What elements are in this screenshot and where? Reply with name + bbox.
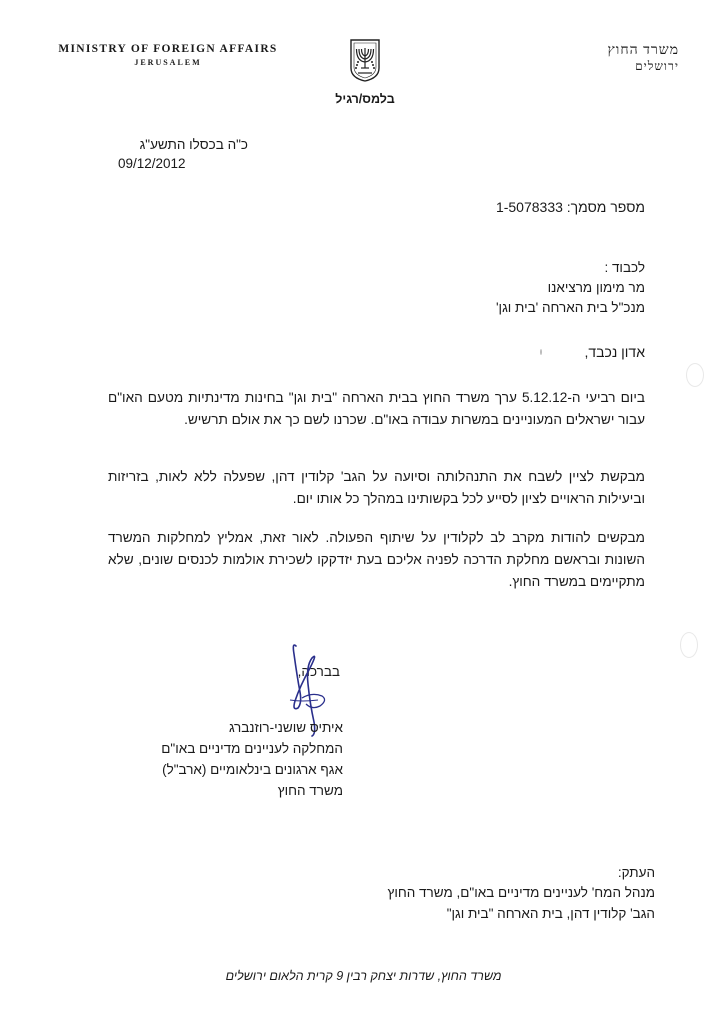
date-gregorian: 09/12/2012 [118, 156, 186, 171]
signatory-name: איתיס שושני-רוזנברג [228, 720, 343, 735]
footer-address: משרד החוץ, שדרות יצחק רבין 9 קרית הלאום ירושלים [225, 969, 502, 983]
city-name-he: ירושלים [635, 59, 679, 73]
letterhead-english [52, 43, 284, 67]
signatory-block [161, 717, 343, 801]
scan-speck [680, 632, 698, 658]
city-name-en: JERUSALEM [134, 58, 202, 67]
classification-label: בלמס/רגיל [335, 92, 395, 106]
signatory-ministry: משרד החוץ [277, 783, 343, 798]
body-paragraph-2: מבקשת לציין לשבח את התנהלותה וסיועה על הגב' קלודין דהן, שפעלה ללא לאות, בזריזות וביעילות הראויים לציון לסייע לכל בקשותינו במהלך כל אותו יום. [108, 469, 645, 506]
ministry-name-en: MINISTRY OF FOREIGN AFFAIRS [58, 43, 278, 55]
copies-line-1: מנהל המח' לעניינים מדיניים באו"ם, משרד החוץ [387, 885, 655, 900]
signatory-department: המחלקה לעניינים מדיניים באו"ם [161, 741, 343, 756]
copies-line-2: הגב' קלודין דהן, בית הארחה "בית וגן" [446, 906, 655, 921]
body-paragraph-3: מבקשים להודות מקרב לב לקלודין על שיתוף הפעולה. לאור זאת, אמליץ למחלקות המשרד השונות ובראשם מחלקת הדרכה לפניה אליכם בעת יזדקקו לשכירת אולמות לכנסים שונים, שלא מתקיימים במשרד החוץ. [108, 530, 645, 589]
greeting: אדון נכבד, [584, 344, 645, 360]
ministry-name-he: משרד החוץ [607, 43, 679, 58]
document-reference [496, 199, 645, 215]
scan-speck [540, 349, 542, 355]
recipient-name: מר מימון מרציאנו [547, 280, 645, 295]
recipient-title: מנכ"ל בית הארחה 'בית וגן' [495, 300, 645, 315]
scan-speck [686, 363, 704, 387]
reference-label: מספר מסמך: [566, 199, 645, 215]
signatory-division: אגף ארגונים בינלאומיים (ארב"ל) [162, 762, 343, 777]
body-paragraph-1: ביום רביעי ה-5.12.12 ערך משרד החוץ בבית הארחה "בית וגן" בחינות מדינתיות מטעם האו"ם עבור ישראלים המעוניינים במשרות עבודה באו"ם. שכרנו לשם כך את אולם תרשיש. [108, 390, 645, 427]
reference-number: 1-5078333 [495, 199, 563, 215]
copies-label: העתק: [617, 865, 655, 880]
menorah-emblem-icon [348, 38, 382, 82]
date-hebrew: כ"ה בכסלו התשע"ג [139, 137, 248, 152]
letterhead-hebrew [607, 43, 679, 74]
recipient-salutation: לכבוד : [604, 260, 645, 275]
closing: בברכה, [297, 664, 340, 679]
